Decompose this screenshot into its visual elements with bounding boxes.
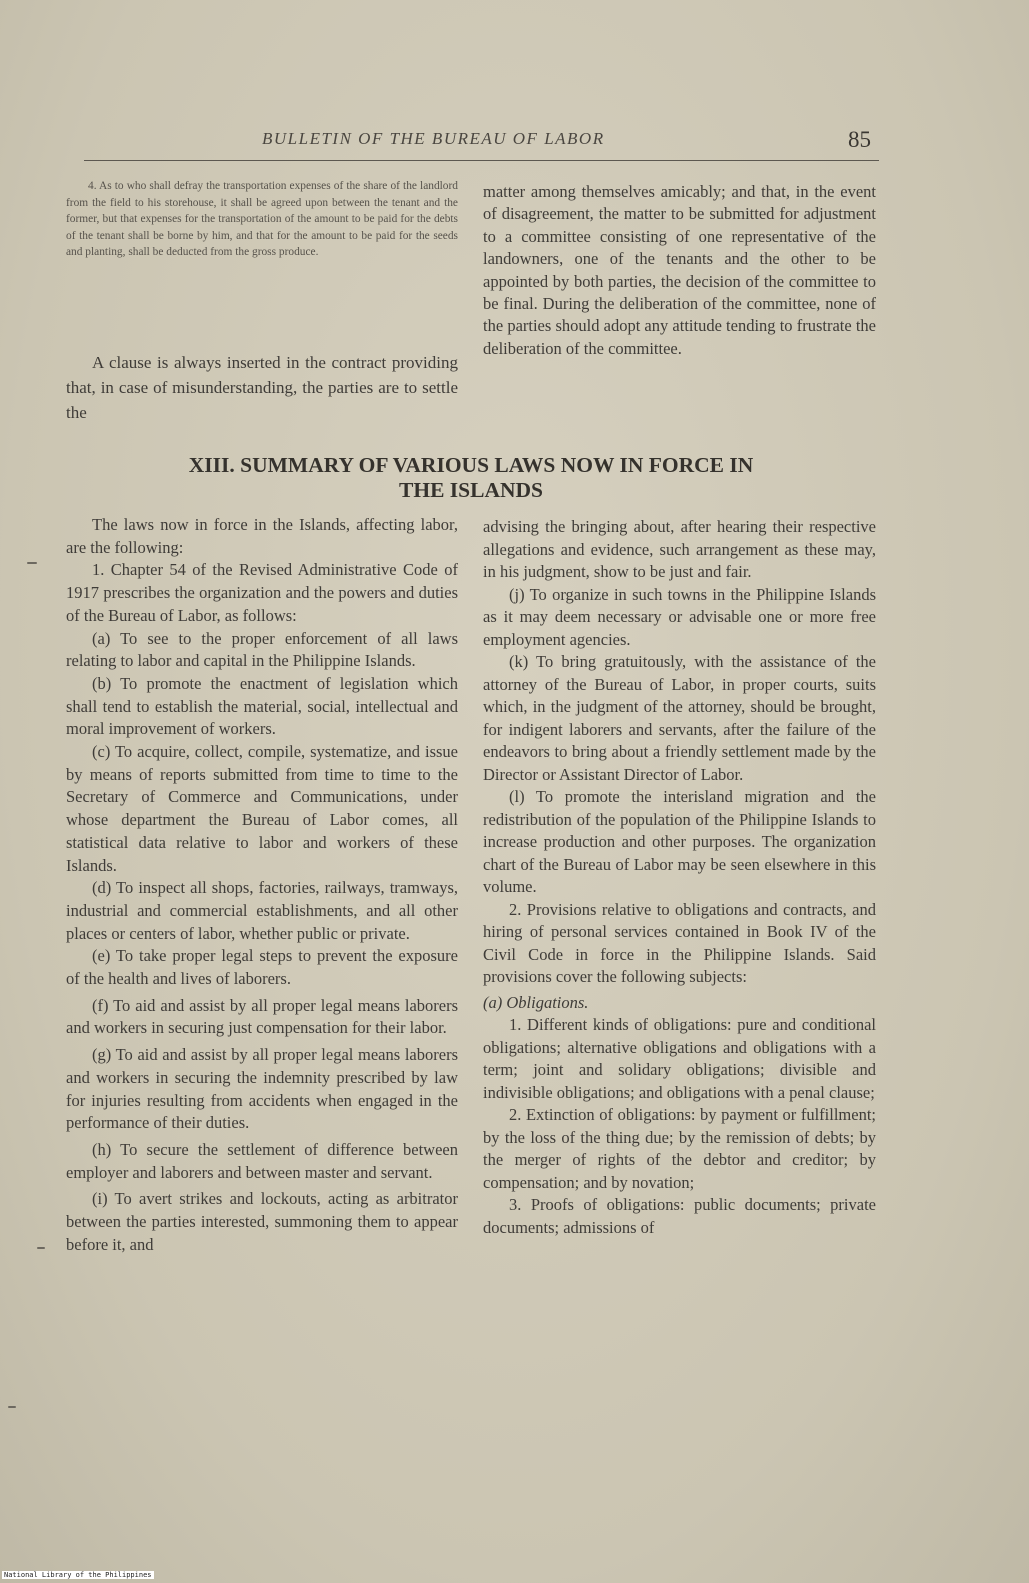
paragraph: The laws now in force in the Islands, affecting labor, are the following: — [66, 515, 458, 557]
section-heading-line-1: XIII. SUMMARY OF VARIOUS LAWS NOW IN FORCE IN — [188, 453, 754, 477]
paragraph: (c) To acquire, collect, compile, systematize, and issue by means of reports submitted from time to time to the Secretary of Commerce and Communications, under whose department the Bureau of Labor comes, all statistical data relative to labor and workers of these Islands. — [66, 742, 458, 875]
margin-mark — [27, 562, 37, 564]
library-credit: National Library of the Philippines — [4, 1571, 152, 1579]
page-number: 85 — [848, 127, 871, 152]
footnote-text: 4. As to who shall defray the transportation expenses of the share of the landlord from the field to his storehouse, it shall be agreed upon between the tenant and the former, but that expenses for the transportation of the amount to be paid for the debts of the tenant shall be borne by him, and that for the amount to be paid for the seeds and planting, shall be deducted from the gross produce. — [66, 180, 458, 259]
upper-right-paragraph: matter among themselves amicably; and that, in the event of disagreement, the matter to be submitted for adjustment to a committee consisting of one representative of the landowners, one of the tenants and the other to be appointed by both parties, the decision of the committee to be final. During the deliberation of the committee, none of the parties should adopt any attitude tending to frustrate the deliberation of the committee. — [483, 182, 876, 358]
paragraph: (l) To promote the interisland migration and the redistribution of the population of the Philippine Islands to increase production and other purposes. The organization chart of the Bureau of Labor may be seen elsewhere in this volume. — [483, 787, 876, 896]
left-column — [66, 514, 458, 1257]
page-header — [0, 127, 1029, 167]
paragraph: (h) To secure the settlement of difference between employer and laborers and between master and servant. — [66, 1139, 458, 1182]
paragraph: (g) To aid and assist by all proper legal means laborers and workers in securing the indemnity prescribed by law for injuries resulting from accidents when engaged in the performance of their duties. — [66, 1045, 458, 1133]
paragraph: 2. Provisions relative to obligations and contracts, and hiring of personal services contained in Book IV of the Civil Code in force in the Philippine Islands. Said provisions cover the following subjects: — [483, 899, 876, 986]
section-heading — [66, 453, 876, 503]
paragraph: 1. Chapter 54 of the Revised Administrative Code of 1917 prescribes the organization and the powers and duties of the Bureau of Labor, as follows: — [66, 560, 458, 625]
paragraph: (k) To bring gratuitously, with the assistance of the attorney of the Bureau of Labor, in proper courts, suits which, in the judgment of the attorney, should be brought, for indigent laborers and servants, after the failure of the endeavors to bring about a friendly settlement made by the Director or Assistant Director of Labor. — [483, 652, 876, 784]
paragraph: (f) To aid and assist by all proper legal means laborers and workers in securing just compensation for their labor. — [66, 995, 458, 1038]
margin-mark — [8, 1406, 16, 1408]
section-heading-line-2: THE ISLANDS — [399, 478, 543, 502]
paragraph: 3. Proofs of obligations: public documents; private documents; admissions of — [483, 1195, 876, 1237]
paragraph: advising the bringing about, after hearing their respective allegations and evidence, such arrangement as these may, in his judgment, show to be just and fair. — [483, 517, 876, 581]
clause-paragraph: A clause is always inserted in the contract providing that, in case of misunderstanding, the parties are to settle the — [66, 353, 458, 422]
subheading-obligations: (a) Obligations. — [483, 992, 589, 1012]
paragraph: (a) To see to the proper enforcement of all laws relating to labor and capital in the Philippine Islands. — [66, 628, 458, 671]
footnote-block — [66, 178, 458, 261]
upper-right-block — [483, 181, 876, 360]
paragraph: (b) To promote the enactment of legislation which shall tend to establish the material, social, intellectual and moral improvement of workers. — [66, 673, 458, 739]
clause-block — [66, 350, 458, 425]
paragraph: 1. Different kinds of obligations: pure and conditional obligations; alternative obligations and obligations with a term; joint and solidary obligations; divisible and indivisible obligations; and obligations with a penal clause; — [483, 1015, 876, 1102]
right-column — [483, 516, 876, 1239]
margin-mark — [37, 1247, 45, 1249]
paragraph: (i) To avert strikes and lockouts, acting as arbitrator between the parties interested, summoning them to appear before it, and — [66, 1189, 458, 1254]
paragraph: (j) To organize in such towns in the Philippine Islands as it may deem necessary or advisable one or more free employment agencies. — [483, 584, 876, 649]
paragraph: (e) To take proper legal steps to prevent the exposure of the health and lives of laborers. — [66, 946, 458, 989]
header-rule — [84, 160, 879, 161]
paragraph: 2. Extinction of obligations: by payment or fulfillment; by the loss of the thing due; by the remission of debts; by the merger of rights of the debtor and creditor; by compensation; and by novation; — [483, 1105, 876, 1192]
running-title: BULLETIN OF THE BUREAU OF LABOR — [262, 129, 605, 148]
paragraph: (d) To inspect all shops, factories, railways, tramways, industrial and commercial establishments, and all other places or centers of labor, whether public or private. — [66, 878, 458, 943]
